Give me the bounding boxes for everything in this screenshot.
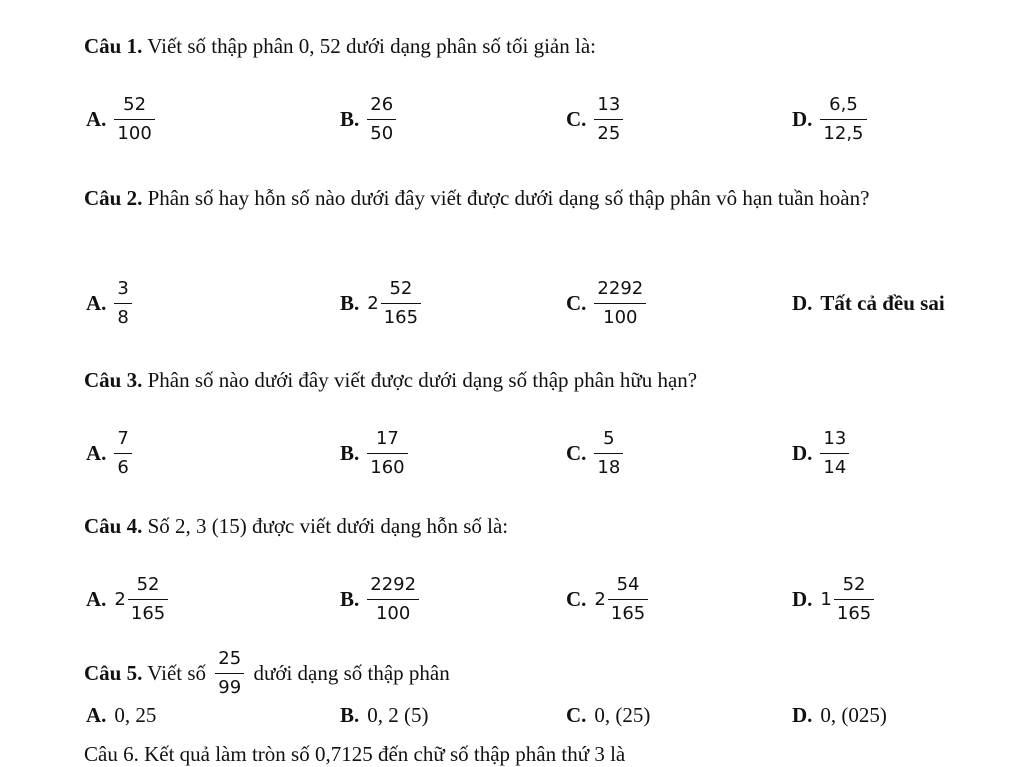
question-3-options — [0, 418, 1024, 488]
mixed-number-whole: 2 — [367, 292, 379, 314]
mixed-number-whole: 1 — [820, 588, 832, 610]
fraction: $\frac{7}{6}$ — [114, 428, 131, 479]
question-2-text: Phân số hay hỗn số nào dưới đây viết được dưới dạng số thập phân vô hạn tuần hoàn? — [142, 186, 870, 210]
fraction: $\frac{17}{160}$ — [367, 428, 407, 479]
fraction: $\frac{13}{14}$ — [820, 428, 849, 479]
question-2-options — [0, 268, 1024, 338]
q1-option-c: C. $\frac{13}{25}$ — [566, 84, 623, 154]
q2-option-d: D. Tất cả đều sai — [792, 290, 945, 315]
q4-option-b: B. $\frac{2292}{100}$ — [340, 564, 419, 634]
fraction: $\frac{52}{165}$ — [128, 574, 168, 625]
question-1 — [84, 28, 994, 64]
question-4-options — [0, 564, 1024, 634]
fraction: $\frac{13}{25}$ — [594, 94, 623, 145]
q5-option-a: A. 0, 25 — [86, 702, 157, 727]
fraction: $\frac{2292}{100}$ — [594, 278, 646, 329]
q4-option-a: A. 2 $\frac{52}{165}$ — [86, 564, 168, 634]
mixed-number-whole: 2 — [594, 588, 606, 610]
question-5-options — [0, 690, 1024, 740]
q2-option-d-text: Tất cả đều sai — [820, 290, 945, 315]
question-4-label: Câu 4. — [84, 514, 143, 538]
q5-option-b: B. 0, 2 (5) — [340, 702, 429, 727]
question-3 — [84, 362, 994, 398]
q3-option-c: C. $\frac{5}{18}$ — [566, 418, 623, 488]
question-5-text-after: dưới dạng số thập phân — [248, 661, 450, 685]
question-1-label: Câu 1. — [84, 34, 143, 58]
q4-option-c: C. 2 $\frac{54}{165}$ — [566, 564, 648, 634]
q5-option-c: C. 0, (25) — [566, 702, 651, 727]
q1-option-a: A. $\frac{52}{100}$ — [86, 84, 155, 154]
question-3-label: Câu 3. — [84, 368, 143, 392]
question-1-options — [0, 84, 1024, 154]
q1-option-d: D. $\frac{6,5}{12,5}$ — [792, 84, 867, 154]
fraction: $\frac{25}{99}$ — [215, 648, 244, 699]
question-1-text: Viết số thập phân 0, 52 dưới dạng phân số tối giản là: — [142, 34, 596, 58]
fraction: $\frac{26}{50}$ — [367, 94, 396, 145]
question-4 — [84, 508, 994, 544]
q1-option-b: B. $\frac{26}{50}$ — [340, 84, 396, 154]
q5-option-d: D. 0, (025) — [792, 702, 887, 727]
fraction: $\frac{3}{8}$ — [114, 278, 131, 329]
fraction: $\frac{2292}{100}$ — [367, 574, 419, 625]
q2-option-c: C. $\frac{2292}{100}$ — [566, 268, 646, 338]
fraction: $\frac{52}{165}$ — [381, 278, 421, 329]
q2-option-b: B. 2 $\frac{52}{165}$ — [340, 268, 421, 338]
mixed-number-whole: 2 — [114, 588, 126, 610]
q3-option-b: B. $\frac{17}{160}$ — [340, 418, 408, 488]
question-2 — [84, 180, 994, 216]
q3-option-a: A. $\frac{7}{6}$ — [86, 418, 132, 488]
question-3-text: Phân số nào dưới đây viết được dưới dạng số thập phân hữu hạn? — [142, 368, 698, 392]
q2-option-a: A. $\frac{3}{8}$ — [86, 268, 132, 338]
question-2-label: Câu 2. — [84, 186, 143, 210]
question-5-text-before: Viết số — [142, 661, 212, 685]
question-6-cut-off: Câu 6. Kết quả làm tròn số 0,7125 đến chữ số thập phân thứ 3 là — [84, 742, 626, 766]
question-5-label: Câu 5. — [84, 661, 143, 685]
fraction: $\frac{6,5}{12,5}$ — [820, 94, 866, 145]
q4-option-d: D. 1 $\frac{52}{165}$ — [792, 564, 874, 634]
fraction: $\frac{5}{18}$ — [594, 428, 623, 479]
q3-option-d: D. $\frac{13}{14}$ — [792, 418, 849, 488]
question-4-text: Số 2, 3 (15) được viết dưới dạng hỗn số là: — [142, 514, 509, 538]
fraction: $\frac{52}{100}$ — [114, 94, 154, 145]
fraction: $\frac{52}{165}$ — [834, 574, 874, 625]
fraction: $\frac{54}{165}$ — [608, 574, 648, 625]
